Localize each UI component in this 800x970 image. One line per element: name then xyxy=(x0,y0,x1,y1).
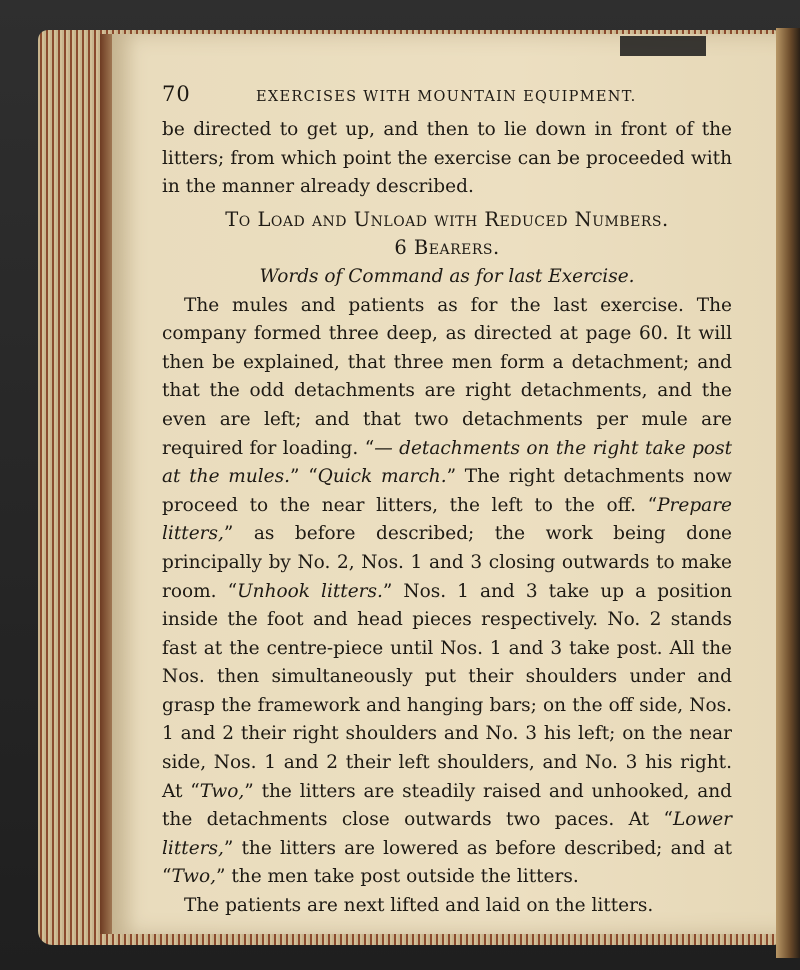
dark-tab xyxy=(620,36,706,56)
command-text: Prepare litters, xyxy=(162,494,732,545)
text-run: ” the men take post outside the litters. xyxy=(216,866,579,888)
command-note: Words of Command as for last Exercise. xyxy=(259,265,635,287)
command-text: Lower litters, xyxy=(162,809,732,859)
section-subheading: 6 Bearers. xyxy=(394,236,500,260)
text-run: The mules and patients as for the last exercise. The company formed three deep, as directed at page 60. It will then be explained, that three men form a detachment; and that the odd detachments are right detachments, and the even are left; and that two detachments per mule are required for loading. “ xyxy=(162,294,732,459)
text-run: ” the litters are lowered as before described; and at “ xyxy=(162,837,732,888)
section-heading: To Load and Unload with Reduced Numbers. xyxy=(225,207,669,231)
paragraph-main xyxy=(162,292,732,892)
command-text: — detachments on the right take post at the mules. xyxy=(162,437,733,488)
running-head: EXERCISES WITH MOUNTAIN EQUIPMENT. xyxy=(256,89,637,105)
page-text xyxy=(162,80,732,921)
command-text: Two, xyxy=(171,866,217,888)
command-text: Two, xyxy=(199,780,245,802)
text-run: ” The right detachments now proceed to the near litters, the left to the off. “ xyxy=(162,466,732,516)
text-run: ” “ xyxy=(289,466,318,488)
paragraph-final: The patients are next lifted and laid on the litters. xyxy=(184,895,654,917)
command-text: Quick march. xyxy=(317,466,447,488)
right-page-edge xyxy=(776,28,800,958)
text-run: ” as before described; the work being done principally by No. 2, Nos. 1 and 3 closing outwards to make room. “ xyxy=(162,523,732,602)
text-run: ” the litters are steadily raised and unhooked, and the detachments close outwards two paces. At “ xyxy=(162,780,732,831)
text-run: ” Nos. 1 and 3 take up a position inside the foot and head pieces respectively. No. 2 stands fast at the centre-piece until Nos. 1 and 3 take post. All the Nos. then simultaneously put their shoulders under and grasp the framework and hanging bars; on the off side, Nos. 1 and 2 their right shoulders and No. 3 his left; on the near side, Nos. 1 and 2 their left shoulders, and No. 3 his right. At “ xyxy=(162,580,732,802)
paragraph-continuation: be directed to get up, and then to lie down in front of the litters; from which point the exercise can be proceeded with in the manner already described. xyxy=(162,119,732,198)
page-number: 70 xyxy=(162,82,191,106)
command-text: Unhook litters. xyxy=(237,580,383,602)
page-header xyxy=(162,80,732,114)
